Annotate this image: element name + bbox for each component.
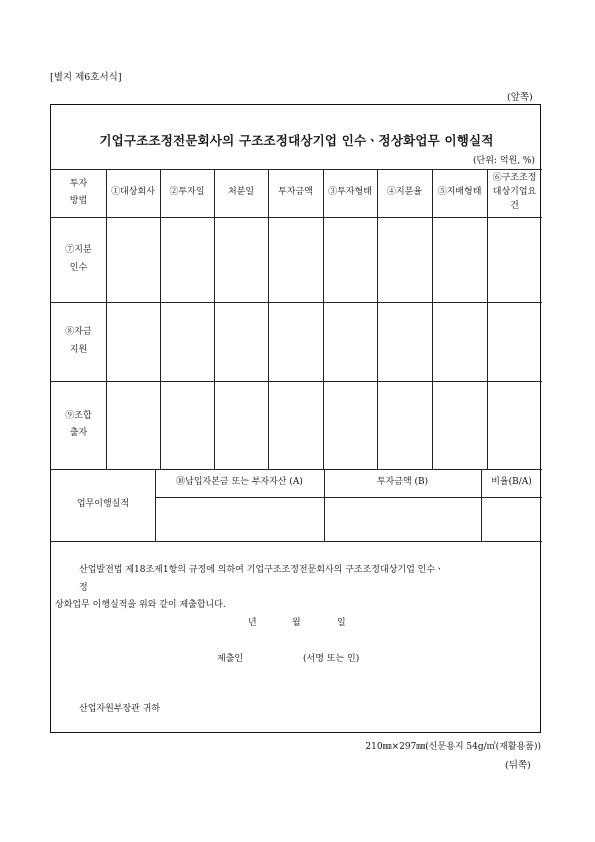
submitter-label: 제출인 <box>217 654 244 664</box>
column-header-equity-ratio: ④지분율 <box>386 187 423 198</box>
rule-performance-bottom <box>51 541 542 542</box>
date-day-label: 일 <box>337 618 346 628</box>
rule-row-1 <box>51 302 542 303</box>
rule-header-bottom <box>51 217 542 218</box>
column-header-target-company: ①대상회사 <box>111 187 155 198</box>
back-side-label: (뒤쪽) <box>505 760 531 771</box>
form-number-label: [별지 제6호서식] <box>50 72 122 83</box>
performance-header-investment-amount: 투자금액 (B) <box>376 477 429 488</box>
row-header-equity-acquisition: ⑦지분 인수 <box>65 245 92 273</box>
performance-header-ratio: 비율(B/A) <box>491 477 532 488</box>
date-year-label: 년 <box>248 618 257 628</box>
column-header-investment-type: ③투자형태 <box>328 187 372 198</box>
rule-row-2 <box>51 381 542 382</box>
column-header-restructuring-requirement: ⑥구조조정 대상기업요 건 <box>492 173 537 211</box>
form-frame <box>50 104 541 733</box>
column-header-disposal-date: 처분일 <box>227 187 255 198</box>
row-header-fund-support: ⑧자금 지원 <box>65 327 92 355</box>
submission-statement-line-1: 산업발전법 제18조제1항의 규정에 의하여 기업구조조정전문회사의 구조조정대상기업 인수ㆍ <box>79 565 444 575</box>
column-header-control-type: ⑤지배형태 <box>437 187 482 198</box>
column-header-investment-date: ②투자일 <box>169 187 205 198</box>
performance-label: 업무이행실적 <box>76 499 130 510</box>
column-header-investment-amount: 투자금액 <box>278 187 313 198</box>
unit-note: (단위: 억원, %) <box>473 156 535 166</box>
row-header-fund-contribution: ⑨조합 출자 <box>65 410 92 438</box>
date-month-label: 월 <box>292 618 301 628</box>
corner-header-cell <box>51 169 106 217</box>
recipient-label: 산업자원부장관 귀하 <box>79 704 161 714</box>
submission-statement-line-2: 정 <box>79 583 88 593</box>
corner-header-label: 투자 방법 <box>69 178 88 206</box>
performance-header-paid-in-capital: ⑩납입자본금 또는 부자자산 (A) <box>176 477 303 488</box>
paper-size-note: 210㎜×297㎜(신문용지 54g/㎡(재활용품)) <box>365 742 541 752</box>
submission-statement-line-3: 상화업무 이행실적을 위와 같이 제출합니다. <box>55 600 226 610</box>
rule-performance-mid <box>155 497 542 498</box>
front-side-label: (앞쪽) <box>507 92 533 103</box>
document-title: 기업구조조정전문회사의 구조조정대상기업 인수ㆍ정상화업무 이행실적 <box>99 133 494 148</box>
signature-label: (서명 또는 인) <box>303 654 360 664</box>
